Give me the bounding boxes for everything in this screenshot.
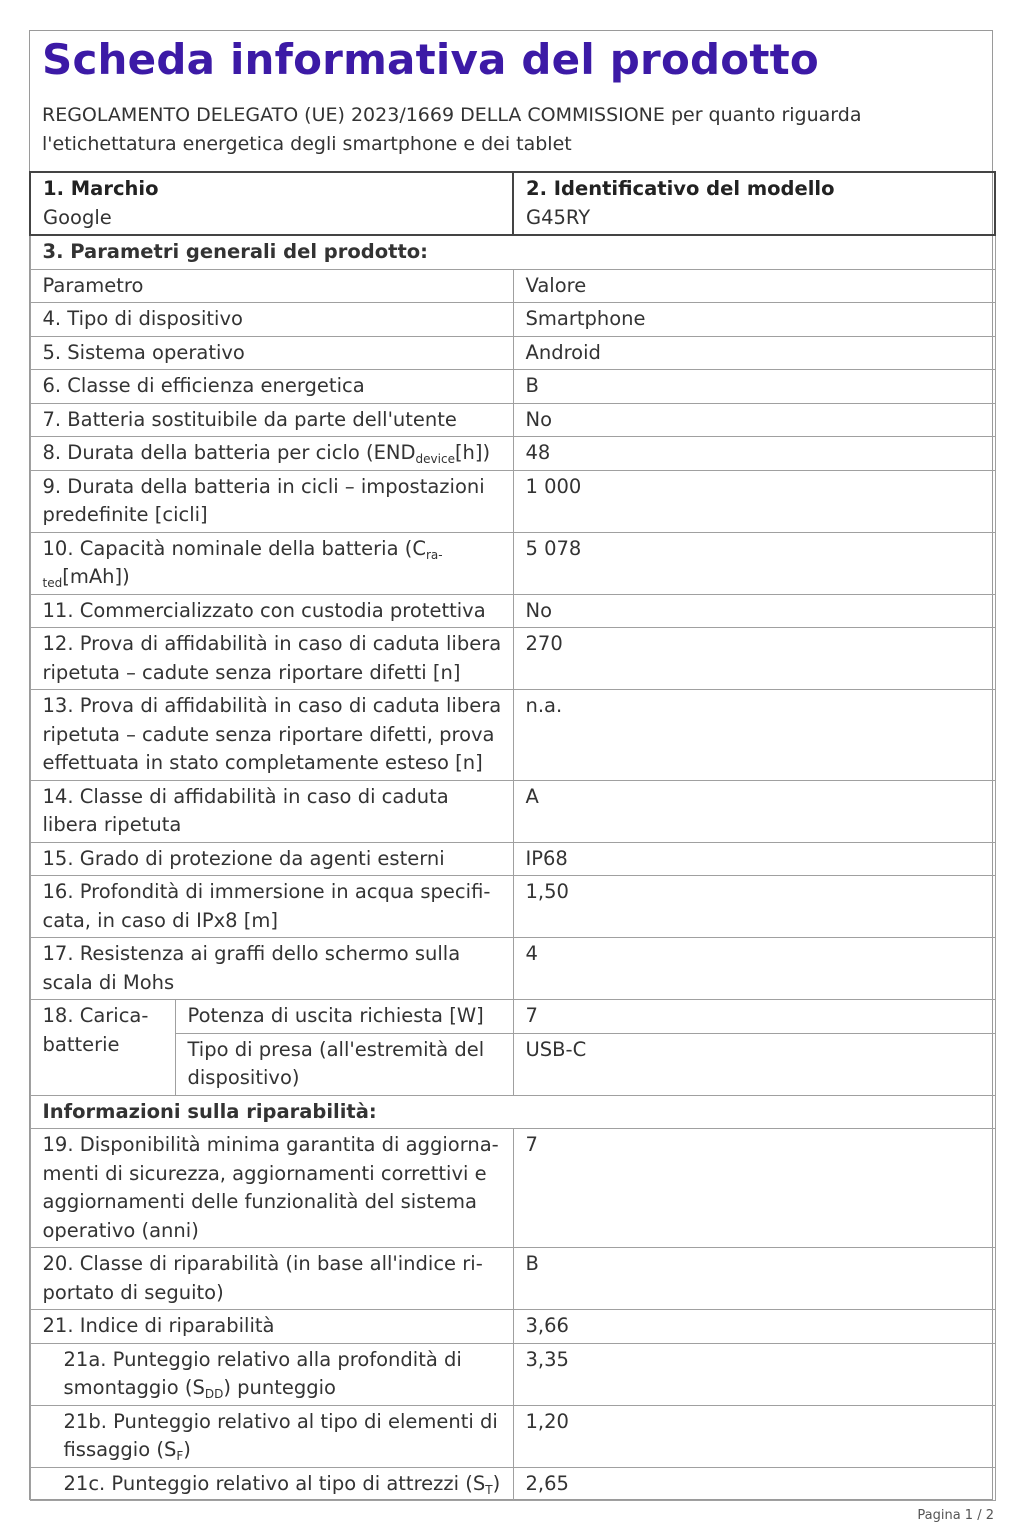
- table-row: [30, 1405, 995, 1467]
- param-value: Smartphone: [513, 303, 995, 337]
- param-value: 7: [513, 1000, 995, 1034]
- param-label: 20. Classe di riparabilità (in base all'indice ri-portato di seguito): [30, 1248, 513, 1310]
- page-title: Scheda informativa del prodotto: [42, 35, 819, 84]
- param-value: IP68: [513, 842, 995, 876]
- param-value: A: [513, 780, 995, 842]
- param-label: Potenza di uscita richiesta [W]: [175, 1000, 513, 1034]
- param-value: B: [513, 1248, 995, 1310]
- table-row: [30, 336, 995, 370]
- section-row: [30, 1095, 995, 1129]
- param-value: n.a.: [513, 690, 995, 781]
- model-label: 2. Identificativo del modello: [526, 177, 835, 200]
- product-table: [29, 171, 996, 1501]
- label-text: ) punteggio: [223, 1376, 336, 1399]
- param-value: 7: [513, 1129, 995, 1248]
- param-label: 9. Durata della batteria in cicli – impostazioni predefinite [cicli]: [30, 470, 513, 532]
- param-label: 16. Profondità di immersione in acqua specifi-cata, in caso di IPx8 [m]: [30, 876, 513, 938]
- param-value: No: [513, 594, 995, 628]
- param-value: B: [513, 370, 995, 404]
- param-label: [30, 437, 513, 471]
- param-label: [30, 1343, 513, 1405]
- product-info-sheet: [29, 30, 993, 1500]
- label-subscript: ra-: [425, 547, 443, 562]
- param-value: No: [513, 403, 995, 437]
- table-row: [30, 690, 995, 781]
- label-text: 21c. Punteggio relativo al tipo di attrezzi (S: [63, 1471, 486, 1495]
- table-row: [30, 1129, 995, 1248]
- param-label: 6. Classe di efficienza energetica: [30, 370, 513, 404]
- label-text: ): [183, 1438, 191, 1461]
- param-label: 11. Commercializzato con custodia protettiva: [30, 594, 513, 628]
- param-label: [30, 1467, 513, 1501]
- table-row: [30, 1000, 995, 1034]
- label-subscript: DD: [204, 1387, 224, 1401]
- param-value: 270: [513, 628, 995, 690]
- label-subscript: device: [415, 452, 455, 466]
- param-value: 3,66: [513, 1310, 995, 1344]
- page-number: Pagina 1 / 2: [917, 1508, 994, 1523]
- table-row: [30, 876, 995, 938]
- param-label: [30, 1405, 513, 1467]
- param-value: 48: [513, 437, 995, 471]
- param-label: [30, 532, 513, 594]
- param-value: USB-C: [513, 1033, 995, 1095]
- param-value: 2,65: [513, 1467, 995, 1501]
- param-value: 1,50: [513, 876, 995, 938]
- label-text: ): [492, 1471, 501, 1495]
- param-label: 5. Sistema operativo: [30, 336, 513, 370]
- label-text: 8. Durata della batteria per ciclo (END: [42, 441, 416, 464]
- table-row: [30, 594, 995, 628]
- table-row: [30, 470, 995, 532]
- table-row: [30, 437, 995, 471]
- table-row: [30, 1033, 995, 1095]
- param-value: 3,35: [513, 1343, 995, 1405]
- charger-group-label: 18. Carica-batterie: [30, 1000, 175, 1096]
- column-header-value: Valore: [513, 269, 995, 303]
- table-row: [30, 403, 995, 437]
- header-row: [30, 172, 995, 235]
- param-label: 13. Prova di affidabilità in caso di caduta libera ripetuta – cadute senza riportare difetti, prova effettuata in stato completamente esteso [n]: [30, 690, 513, 781]
- label-text: 21a. Punteggio relativo alla profondità di smontaggio (S: [63, 1347, 462, 1399]
- label-text: [h]): [454, 441, 491, 464]
- param-label: 7. Batteria sostituibile da parte dell'utente: [30, 403, 513, 437]
- label-text: [mAh]): [62, 565, 130, 588]
- param-label: Tipo di presa (all'estremità del dispositivo): [175, 1033, 513, 1095]
- model-value: G45RY: [526, 205, 591, 229]
- model-cell: [513, 172, 995, 235]
- table-row: [30, 532, 995, 594]
- label-subscript: F: [176, 1449, 184, 1463]
- param-label: 19. Disponibilità minima garantita di aggiorna-menti di sicurezza, aggiornamenti correttivi e aggiornamenti delle funzionalità del sistema operativo (anni): [30, 1129, 513, 1248]
- param-label: 21. Indice di riparabilità: [30, 1310, 513, 1344]
- regulation-subtitle: REGOLAMENTO DELEGATO (UE) 2023/1669 DELLA COMMISSIONE per quanto riguarda l'etichettatura energetica degli smartphone e dei tablet: [42, 104, 862, 155]
- param-value: 1,20: [513, 1405, 995, 1467]
- table-row: [30, 842, 995, 876]
- label-subscript: T: [485, 1482, 493, 1497]
- table-row: [30, 370, 995, 404]
- label-text: 10. Capacità nominale della batteria (C: [42, 536, 426, 560]
- table-row: [30, 303, 995, 337]
- label-text: 21b. Punteggio relativo al tipo di elementi di fissaggio (S: [63, 1409, 498, 1461]
- param-value: 4: [513, 938, 995, 1000]
- table-row: [30, 1467, 995, 1501]
- column-header-param: Parametro: [30, 269, 513, 303]
- section-row: [30, 235, 995, 269]
- section-repair-title: Informazioni sulla riparabilità:: [30, 1095, 995, 1129]
- label-subscript: ted: [42, 576, 63, 590]
- param-value: 1 000: [513, 470, 995, 532]
- table-row: [30, 1310, 995, 1344]
- table-row: [30, 938, 995, 1000]
- table-row: [30, 628, 995, 690]
- table-row: [30, 780, 995, 842]
- param-value: Android: [513, 336, 995, 370]
- param-label: 4. Tipo di dispositivo: [30, 303, 513, 337]
- param-label: 14. Classe di affidabilità in caso di caduta libera ripetuta: [30, 780, 513, 842]
- brand-value: Google: [43, 205, 112, 229]
- brand-cell: [30, 172, 513, 235]
- table-row: [30, 1343, 995, 1405]
- param-label: 17. Resistenza ai graffi dello schermo sulla scala di Mohs: [30, 938, 513, 1000]
- table-row: [30, 1248, 995, 1310]
- section-general-title: 3. Parametri generali del prodotto:: [30, 235, 995, 269]
- brand-label: 1. Marchio: [43, 177, 159, 200]
- param-value: 5 078: [513, 532, 995, 594]
- param-label: 12. Prova di affidabilità in caso di caduta libera ripetuta – cadute senza riportare difetti [n]: [30, 628, 513, 690]
- table-row: [30, 269, 995, 303]
- param-label: 15. Grado di protezione da agenti esterni: [30, 842, 513, 876]
